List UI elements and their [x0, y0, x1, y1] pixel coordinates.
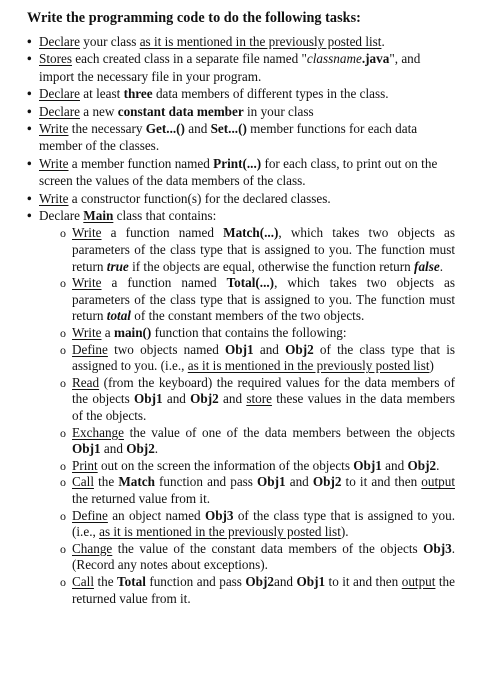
text-segment: Write	[72, 225, 102, 241]
text-segment: .	[439, 258, 443, 274]
list-item	[27, 207, 455, 607]
text-segment: a function named	[101, 275, 227, 291]
text-segment: each created class in a separate file named "	[71, 51, 307, 67]
text-segment: Declare	[39, 103, 80, 119]
text-segment: .	[381, 34, 385, 49]
text-segment: Obj2	[126, 441, 155, 457]
text-segment: of the class type that is assigned to you. (i.e.,	[72, 341, 455, 374]
text-segment: Get...()	[145, 121, 185, 137]
text-segment: Obj3	[204, 507, 234, 523]
bullet-marker: •	[27, 51, 32, 67]
bullet-marker: •	[27, 208, 32, 224]
text-segment: and	[253, 341, 286, 357]
bullet-marker: •	[27, 190, 32, 206]
text-segment: out on the screen the information of the objects	[97, 457, 354, 473]
text-segment: class that contains:	[113, 208, 217, 224]
text-segment: and	[162, 391, 191, 407]
text-segment: function that contains the following:	[151, 325, 347, 341]
text-segment: Obj1	[296, 573, 326, 589]
text-segment: an object named	[107, 507, 205, 523]
text-segment: Obj2	[190, 391, 219, 407]
text-segment: output	[421, 474, 455, 490]
text-segment: and	[218, 391, 247, 407]
text-segment: Call	[72, 474, 94, 490]
text-segment: Obj1	[134, 391, 163, 407]
text-segment: ).	[340, 524, 349, 540]
sub-list-item-text	[72, 275, 455, 323]
list-item	[27, 85, 455, 102]
text-segment: Total	[117, 573, 146, 589]
text-segment: . (Record any notes about exceptions).	[72, 540, 455, 573]
sub-bullet-marker: o	[60, 475, 66, 490]
sub-list-item	[59, 425, 455, 458]
text-segment: data members of different types in the class.	[152, 86, 389, 102]
text-segment: the value of the constant data members of the objects	[112, 540, 424, 556]
text-segment: store	[246, 391, 272, 407]
text-segment: at least	[80, 86, 124, 102]
list-item	[27, 33, 455, 50]
text-segment: function and pass	[154, 474, 258, 490]
sub-list-item	[59, 342, 455, 375]
text-segment: Obj3	[423, 540, 452, 556]
sub-bullet-marker: o	[60, 458, 66, 473]
text-segment: Declare	[39, 34, 80, 49]
text-segment: , which takes two objects as parameters of the class type that is assigned to you. The function must return	[72, 225, 455, 274]
text-segment: as it is mentioned in the previously posted list	[187, 358, 430, 374]
list-item	[27, 103, 455, 120]
text-segment: Write	[72, 325, 102, 341]
text-segment: the returned value from it.	[72, 573, 455, 606]
text-segment: member functions for each data member of the classes.	[39, 121, 418, 154]
sub-bullet-marker: o	[60, 342, 66, 357]
text-segment: Exchange	[72, 424, 124, 440]
text-segment: (from the keyboard) the required values for the data members of the objects	[72, 374, 455, 407]
text-segment: to it and then	[325, 573, 402, 589]
text-segment: Read	[72, 374, 100, 390]
text-segment: total	[106, 308, 131, 324]
text-segment: false	[414, 258, 440, 274]
text-segment: Main	[83, 208, 114, 224]
text-segment: .	[436, 457, 440, 473]
list-item-text	[39, 208, 216, 223]
text-segment: true	[106, 258, 129, 274]
text-segment: Obj2	[285, 341, 314, 357]
sub-bullet-marker: o	[60, 574, 66, 589]
text-segment: Obj1	[257, 474, 286, 490]
text-segment: Match(...)	[223, 225, 279, 241]
text-segment: Print	[72, 457, 98, 473]
text-segment: to it and then	[341, 474, 422, 490]
list-item	[27, 50, 455, 85]
sub-list-item-text	[72, 474, 455, 506]
text-segment: and	[381, 457, 408, 473]
sub-list-item	[59, 574, 455, 607]
sub-bullet-marker: o	[60, 375, 66, 390]
sub-bullet-marker: o	[60, 276, 66, 291]
text-segment: constant data member	[117, 103, 244, 119]
text-segment: Declare	[39, 86, 80, 102]
text-segment: function and pass	[145, 573, 246, 589]
sub-list-item-text	[72, 541, 455, 573]
text-segment: Obj1	[225, 341, 254, 357]
list-item-text	[39, 34, 385, 49]
sub-list-item-text	[72, 225, 455, 273]
sub-list-item	[59, 508, 455, 541]
sub-bullet-marker: o	[60, 425, 66, 440]
sub-list-item-text	[72, 342, 455, 374]
text-segment: of the constant members of the two objects.	[130, 308, 365, 324]
text-segment: if the objects are equal, otherwise the function return	[128, 258, 415, 274]
sub-list	[39, 225, 455, 607]
list-item	[27, 155, 455, 190]
text-segment: these values in the data members of the objects.	[72, 391, 455, 423]
text-segment: two objects named	[107, 341, 226, 357]
text-segment: Print(...)	[213, 155, 262, 171]
sub-bullet-marker: o	[60, 226, 66, 241]
text-segment: a	[101, 325, 114, 341]
bullet-marker: •	[27, 155, 32, 171]
text-segment: a constructor function(s) for the declared classes.	[68, 190, 331, 206]
text-segment: main()	[113, 325, 152, 341]
list-item-text	[39, 51, 420, 83]
task-list	[27, 33, 455, 607]
text-segment: and	[184, 121, 211, 137]
text-segment: the value of one of the data members between the objects	[124, 424, 455, 440]
sub-list-item-text	[72, 574, 455, 606]
text-segment: and	[285, 474, 313, 490]
text-segment: Obj2	[245, 573, 274, 589]
text-segment: Change	[72, 540, 113, 556]
text-segment: three	[123, 86, 153, 102]
text-segment: .java	[361, 51, 390, 67]
text-segment: output	[401, 573, 436, 589]
text-segment: a member function named	[68, 155, 214, 171]
text-segment: Match	[118, 474, 155, 490]
list-item-text	[39, 121, 417, 153]
text-segment: .	[154, 441, 159, 457]
text-segment: Stores	[39, 51, 72, 67]
text-segment: the necessary	[68, 121, 146, 137]
text-segment: , which takes two objects as parameters of the class type that is assigned to you. The function must return	[72, 275, 455, 324]
text-segment: in your class	[243, 103, 314, 119]
bullet-marker: •	[27, 86, 32, 102]
bullet-marker: •	[27, 103, 32, 119]
sub-list-item	[59, 325, 455, 342]
sub-list-item-text	[72, 325, 347, 340]
bullet-marker: •	[27, 34, 32, 49]
text-segment: the	[93, 474, 119, 490]
text-segment: of the class type that is assigned to you. (i.e.,	[72, 507, 455, 540]
sub-list-item-text	[72, 375, 455, 423]
sub-list-item	[59, 375, 455, 425]
text-segment: )	[429, 358, 434, 374]
bullet-marker: •	[27, 121, 32, 137]
text-segment: Obj1	[72, 441, 101, 457]
text-segment: Call	[72, 573, 94, 589]
text-segment: the	[93, 573, 118, 589]
text-segment: ", and import the necessary file in your program.	[39, 51, 421, 84]
text-segment: classname	[306, 51, 362, 67]
list-item-text	[39, 156, 437, 188]
sub-list-item-text	[72, 425, 455, 457]
text-segment: for each class, to print out on the screen the values of the data members of the class.	[39, 155, 438, 189]
sub-bullet-marker: o	[60, 508, 66, 523]
text-segment: Write	[39, 121, 69, 137]
page-title: Write the programming code to do the following tasks:	[27, 10, 361, 26]
text-segment: Obj2	[312, 474, 342, 490]
sub-list-item	[59, 225, 455, 275]
sub-list-item-text	[72, 508, 455, 540]
text-segment: Set...()	[210, 121, 247, 137]
sub-bullet-marker: o	[60, 326, 66, 341]
text-segment: your class	[80, 34, 140, 49]
list-item	[27, 190, 455, 207]
text-segment: Write	[72, 275, 102, 291]
text-segment: as it is mentioned in the previously posted list	[139, 34, 382, 49]
text-segment: Define	[72, 507, 108, 523]
text-segment: Write	[39, 155, 69, 171]
text-segment: the returned value from it.	[72, 490, 211, 506]
text-segment: and	[100, 441, 127, 457]
sub-list-item-text	[72, 458, 439, 473]
text-segment: and	[273, 573, 297, 589]
list-item-text	[39, 104, 314, 119]
sub-list-item	[59, 275, 455, 325]
text-segment: a new	[80, 103, 118, 119]
list-item-text	[39, 191, 331, 206]
text-segment: Define	[72, 341, 108, 357]
text-segment: Total(...)	[226, 275, 275, 291]
list-item-text	[39, 86, 389, 101]
list-item	[27, 120, 455, 155]
sub-bullet-marker: o	[60, 541, 66, 556]
sub-list-item	[59, 458, 455, 475]
text-segment: Obj1	[353, 457, 382, 473]
text-segment: a function named	[101, 225, 224, 241]
text-segment: as it is mentioned in the previously posted list	[99, 524, 341, 540]
text-segment: Write	[39, 190, 69, 206]
sub-list-item	[59, 474, 455, 507]
text-segment: Obj2	[407, 457, 437, 473]
text-segment: Declare	[39, 208, 84, 224]
sub-list-item	[59, 541, 455, 574]
